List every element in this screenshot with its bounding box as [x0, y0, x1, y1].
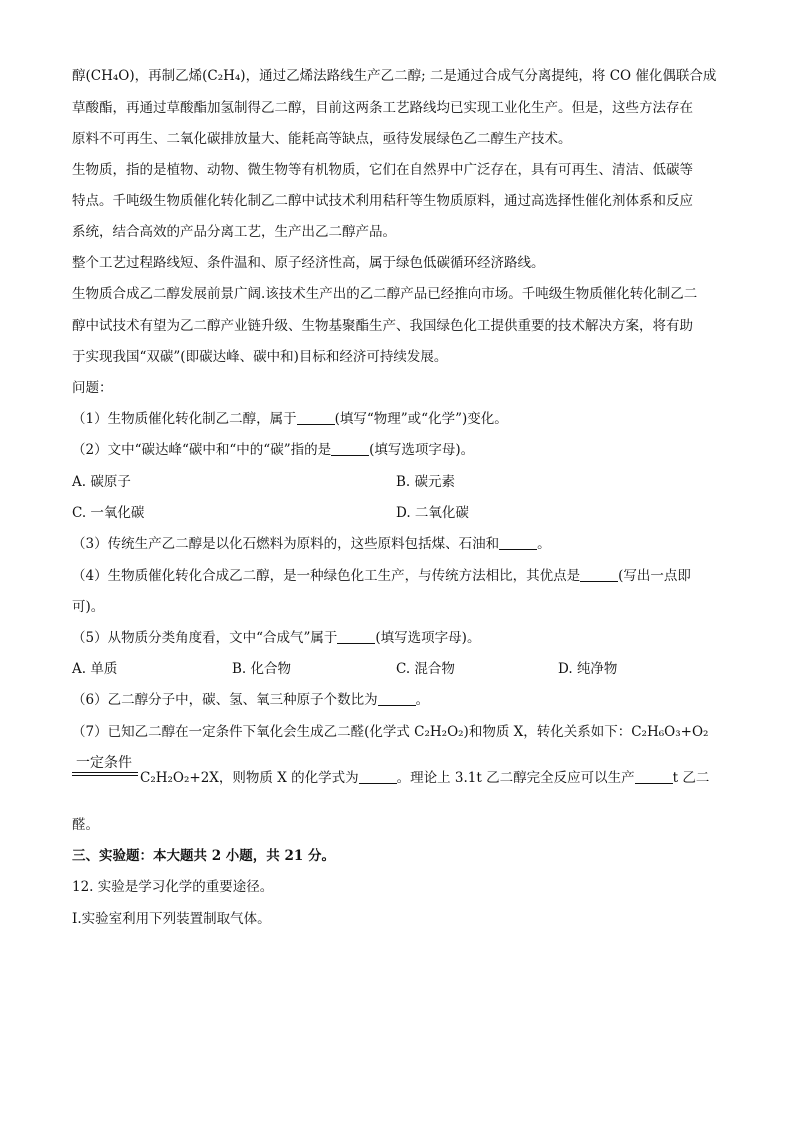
paragraph-line: 生物质合成乙二醇发展前景广阔.该技术生产出的乙二醇产品已经推向市场。千吨级生物质催化转化制乙二: [72, 286, 698, 302]
question-7-line-1: （7）已知乙二醇在一定条件下氧化会生成乙二醛(化学式 C₂H₂O₂)和物质 X，转化关系如下：C₂H₆O₃+O₂: [72, 724, 709, 740]
equals-line-bottom: [72, 775, 138, 776]
question-12-part-1: I.实验室利用下列装置制取气体。: [72, 911, 271, 927]
question-2-options-row-1: [72, 472, 722, 492]
question-2: （2）文中“碳达峰“碳中和“中的“碳”指的是 (填写选项字母)。: [72, 442, 475, 458]
question-4: （4）生物质催化转化合成乙二醇，是一种绿色化工生产，与传统方法相比，其优点是 (写出一点即: [72, 568, 691, 584]
answer-blank[interactable]: [297, 410, 335, 425]
condition-label: 一定条件: [76, 755, 132, 771]
option-c: C. 一氧化碳: [72, 505, 145, 521]
question-2-options-row-2: [72, 503, 722, 523]
option-d: D. 二氧化碳: [396, 505, 469, 521]
question-3: （3）传统生产乙二醇是以化石燃料为原料的，这些原料包括煤、石油和 。: [72, 536, 551, 552]
paragraph-line: 原料不可再生、二氧化碳排放量大、能耗高等缺点，亟待发展绿色乙二醇生产技术。: [72, 131, 572, 147]
paragraph-line: 特点。千吨级生物质催化转化制乙二醇中试技术利用秸秆等生物质原料，通过高选择性催化剂体系和反应: [72, 193, 693, 209]
answer-blank[interactable]: [499, 535, 537, 550]
equals-line-top: [72, 772, 138, 773]
question-7-line-2: C₂H₂O₂+2X，则物质 X 的化学式为 。理论上 3.1t 乙二醇完全反应可以生产 t 乙二: [140, 770, 710, 786]
option-d: D. 纯净物: [558, 661, 618, 677]
paragraph-line: 草酸酯，再通过草酸酯加氢制得乙二醇，目前这两条工艺路线均已实现工业化生产。但是，这些方法存在: [72, 100, 693, 116]
option-a: A. 碳原子: [72, 474, 131, 490]
question-1: （1）生物质催化转化制乙二醇，属于 (填写“物理”或“化学”)变化。: [72, 411, 508, 427]
answer-blank[interactable]: [580, 567, 618, 582]
questions-label: 问题：: [72, 380, 113, 396]
question-5: （5）从物质分类角度看，文中“合成气”属于 (填写选项字母)。: [72, 630, 481, 646]
section-heading: 三、实验题：本大题共 2 小题，共 21 分。: [72, 848, 335, 864]
paragraph-line: 生物质，指的是植物、动物、微生物等有机物质，它们在自然界中广泛存在，具有可再生、清洁、低碳等: [72, 162, 693, 178]
option-a: A. 单质: [72, 661, 118, 677]
paragraph-line: 于实现我国“双碳”(即碳达峰、碳中和)目标和经济可持续发展。: [72, 349, 448, 365]
option-b: B. 碳元素: [396, 474, 456, 490]
answer-blank[interactable]: [337, 629, 375, 644]
option-c: C. 混合物: [396, 661, 455, 677]
option-b: B. 化合物: [232, 661, 292, 677]
question-4-line-2: 可)。: [72, 599, 105, 615]
paragraph-line: 醇(CH₄O)，再制乙烯(C₂H₄)，通过乙烯法路线生产乙二醇; 二是通过合成气分离提纯，将 CO 催化偶联合成: [72, 68, 717, 84]
question-5-options: [72, 659, 722, 679]
answer-blank[interactable]: [635, 769, 673, 784]
paragraph-line: 系统，结合高效的产品分离工艺，生产出乙二醇产品。: [72, 224, 396, 240]
paragraph-line: 醇中试技术有望为乙二醇产业链升级、生物基聚酯生产、我国绿色化工提供重要的技术解决方案，将有助: [72, 318, 693, 334]
paragraph-line: 整个工艺过程路线短、条件温和、原子经济性高，属于绿色低碳循环经济路线。: [72, 255, 545, 271]
answer-blank[interactable]: [378, 691, 416, 706]
answer-blank[interactable]: [359, 769, 397, 784]
question-12: 12. 实验是学习化学的重要途径。: [72, 879, 274, 895]
question-6: （6）乙二醇分子中，碳、氢、氧三种原子个数比为 。: [72, 692, 430, 708]
answer-blank[interactable]: [331, 441, 369, 456]
question-7-line-3: 醛。: [72, 817, 99, 833]
